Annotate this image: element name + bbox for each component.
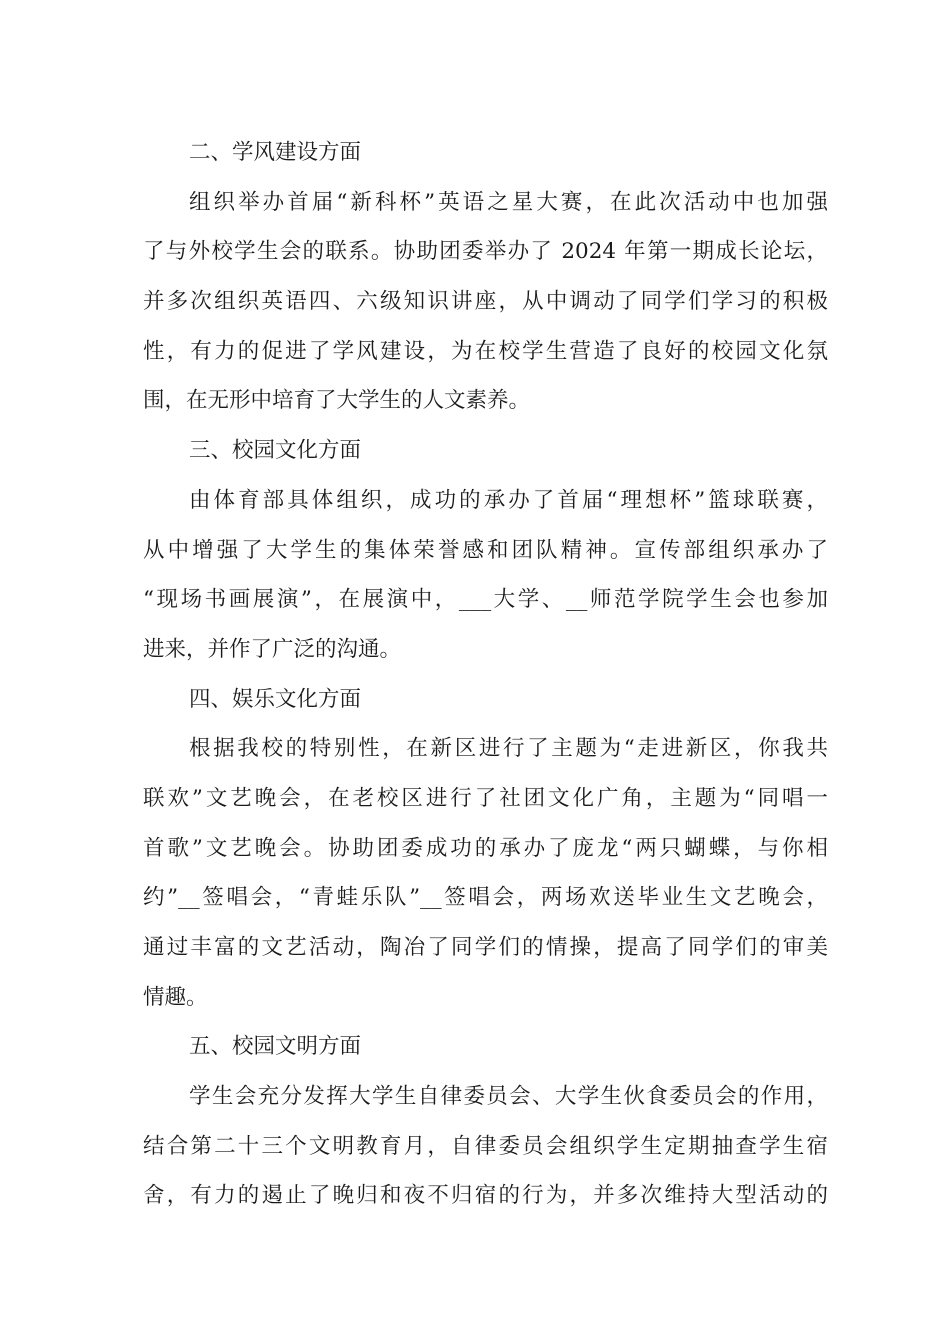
paragraph-line: “现场书画展演”，在展演中，___大学、__师范学院学生会也参加: [143, 587, 828, 613]
paragraph-line: 并多次组织英语四、六级知识讲座，从中调动了同学们学习的积极: [143, 289, 828, 315]
section-heading-campus-culture: 三、校园文化方面: [189, 438, 362, 464]
paragraph-line: 从中增强了大学生的集体荣誉感和团队精神。宣传部组织承办了: [143, 537, 828, 563]
paragraph-line: 首歌”文艺晚会。协助团委成功的承办了庞龙“两只蝴蝶，与你相: [143, 835, 828, 861]
paragraph-line: 情趣。: [143, 984, 208, 1010]
paragraph-entertainment: [143, 724, 828, 1022]
section-heading-study-style: 二、学风建设方面: [189, 140, 362, 165]
paragraph-line: 围，在无形中培育了大学生的人文素养。: [143, 388, 531, 414]
paragraph-line: 联欢”文艺晚会，在老校区进行了社团文化广角，主题为“同唱一: [143, 785, 828, 811]
paragraph-line: 通过丰富的文艺活动，陶冶了同学们的情操，提高了同学们的审美: [143, 935, 828, 960]
paragraph-line: 学生会充分发挥大学生自律委员会、大学生伙食委员会的作用，: [189, 1084, 828, 1110]
paragraph-line: 结合第二十三个文明教育月，自律委员会组织学生定期抽查学生宿: [143, 1133, 828, 1159]
paragraph-line: 约”__签唱会，“青蛙乐队”__签唱会，两场欢送毕业生文艺晚会，: [143, 885, 828, 911]
section-heading-campus-civility: 五、校园文明方面: [189, 1034, 362, 1060]
paragraph-campus-civility: [143, 1072, 828, 1221]
paragraph-campus-culture: [143, 476, 828, 675]
paragraph-line: 舍，有力的遏止了晚归和夜不归宿的行为，并多次维持大型活动的: [143, 1183, 828, 1209]
paragraph-line: 了与外校学生会的联系。协助团委举办了 2024 年第一期成长论坛，: [143, 239, 828, 265]
section-heading-entertainment: 四、娱乐文化方面: [189, 686, 362, 712]
document-body: [143, 128, 828, 1221]
paragraph-line: 组织举办首届“新科杯”英语之星大赛，在此次活动中也加强: [189, 189, 828, 215]
paragraph-line: 根据我校的特别性，在新区进行了主题为“走进新区，你我共: [189, 736, 828, 762]
paragraph-line: 进来，并作了广泛的沟通。: [143, 636, 402, 662]
paragraph-line: 性，有力的促进了学风建设，为在校学生营造了良好的校园文化氛: [143, 338, 828, 364]
paragraph-line: 由体育部具体组织，成功的承办了首届“理想杯”篮球联赛，: [189, 487, 828, 513]
paragraph-study-style: [143, 178, 828, 426]
